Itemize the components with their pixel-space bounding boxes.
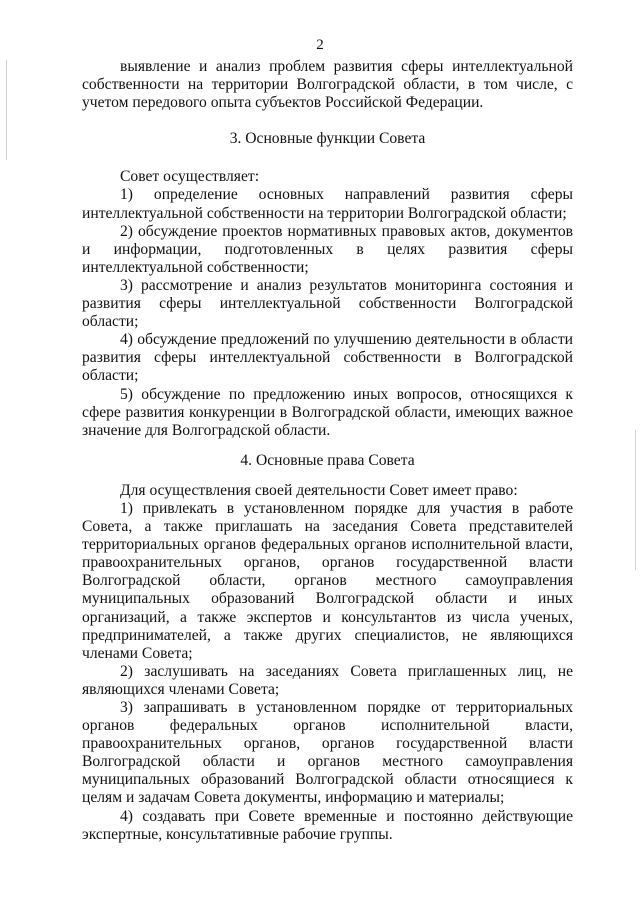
section-4-heading: 4. Основные права Совета xyxy=(240,451,415,469)
section-3-item: 1) определение основных направлений развития сферы интеллектуальной собственности на территории Волгоградской области; xyxy=(82,186,573,222)
scan-edge-line xyxy=(635,430,636,570)
section-3-item: 4) обсуждение предложений по улучшению деятельности в области развития сферы интеллектуальной собственности в Волгоградской области; xyxy=(82,331,573,385)
section-3-item: 3) рассмотрение и анализ результатов мониторинга состояния и развития сферы интеллектуальной собственности Волгоградской области; xyxy=(82,276,573,331)
section-3-heading: 3. Основные функции Совета xyxy=(229,130,426,148)
intro-paragraph: выявление и анализ проблем развития сферы интеллектуальной собственности на территории Волгоградской области, в том числе, с учетом передового опыта субъектов Российской Федерации. xyxy=(82,58,573,112)
section-4-item: 4) создавать при Совете временные и постоянно действующие экспертные, консультативные рабочие группы. xyxy=(82,807,573,843)
section-3-item: 2) обсуждение проектов нормативных правовых актов, документов и информации, подготовленных в целях развития сферы интеллектуальной собственности; xyxy=(82,222,573,276)
section-4-item: 3) запрашивать в установленном порядке от территориальных органов федеральных органов исполнительной власти, правоохранительных органов, органов государственной власти Волгоградской области и органов местного самоуправления муниципальных образований Волгоградской области относящиеся к целям и задачам Совета документы, информацию и материалы; xyxy=(82,699,573,807)
section-4-lead: Для осуществления своей деятельности Совет имеет право: xyxy=(120,481,518,499)
document-body xyxy=(82,58,573,844)
section-3-lead: Совет осуществляет: xyxy=(120,168,260,186)
scan-edge-line xyxy=(6,60,7,160)
section-4-item: 2) заслушивать на заседаниях Совета приглашенных лиц, не являющихся членами Совета; xyxy=(82,662,573,698)
section-4-item: 1) привлекать в установленном порядке для участия в работе Совета, а также приглашать на заседания Совета представителей территориальных органов федеральных органов исполнительной власти, правоохранительных органов, органов государственной власти Волгоградской области, органов местного самоуправления муниципальных образований Волгоградской области и иных организаций, а также экспертов и консультантов из числа ученых, предпринимателей, а также других специалистов, не являющихся членами Совета; xyxy=(82,499,573,662)
page-number: 2 xyxy=(316,37,324,53)
section-3-item: 5) обсуждение по предложению иных вопросов, относящихся к сфере развития конкуренции в Волгоградской области, имеющих важное значение для Волгоградской области. xyxy=(82,385,573,439)
